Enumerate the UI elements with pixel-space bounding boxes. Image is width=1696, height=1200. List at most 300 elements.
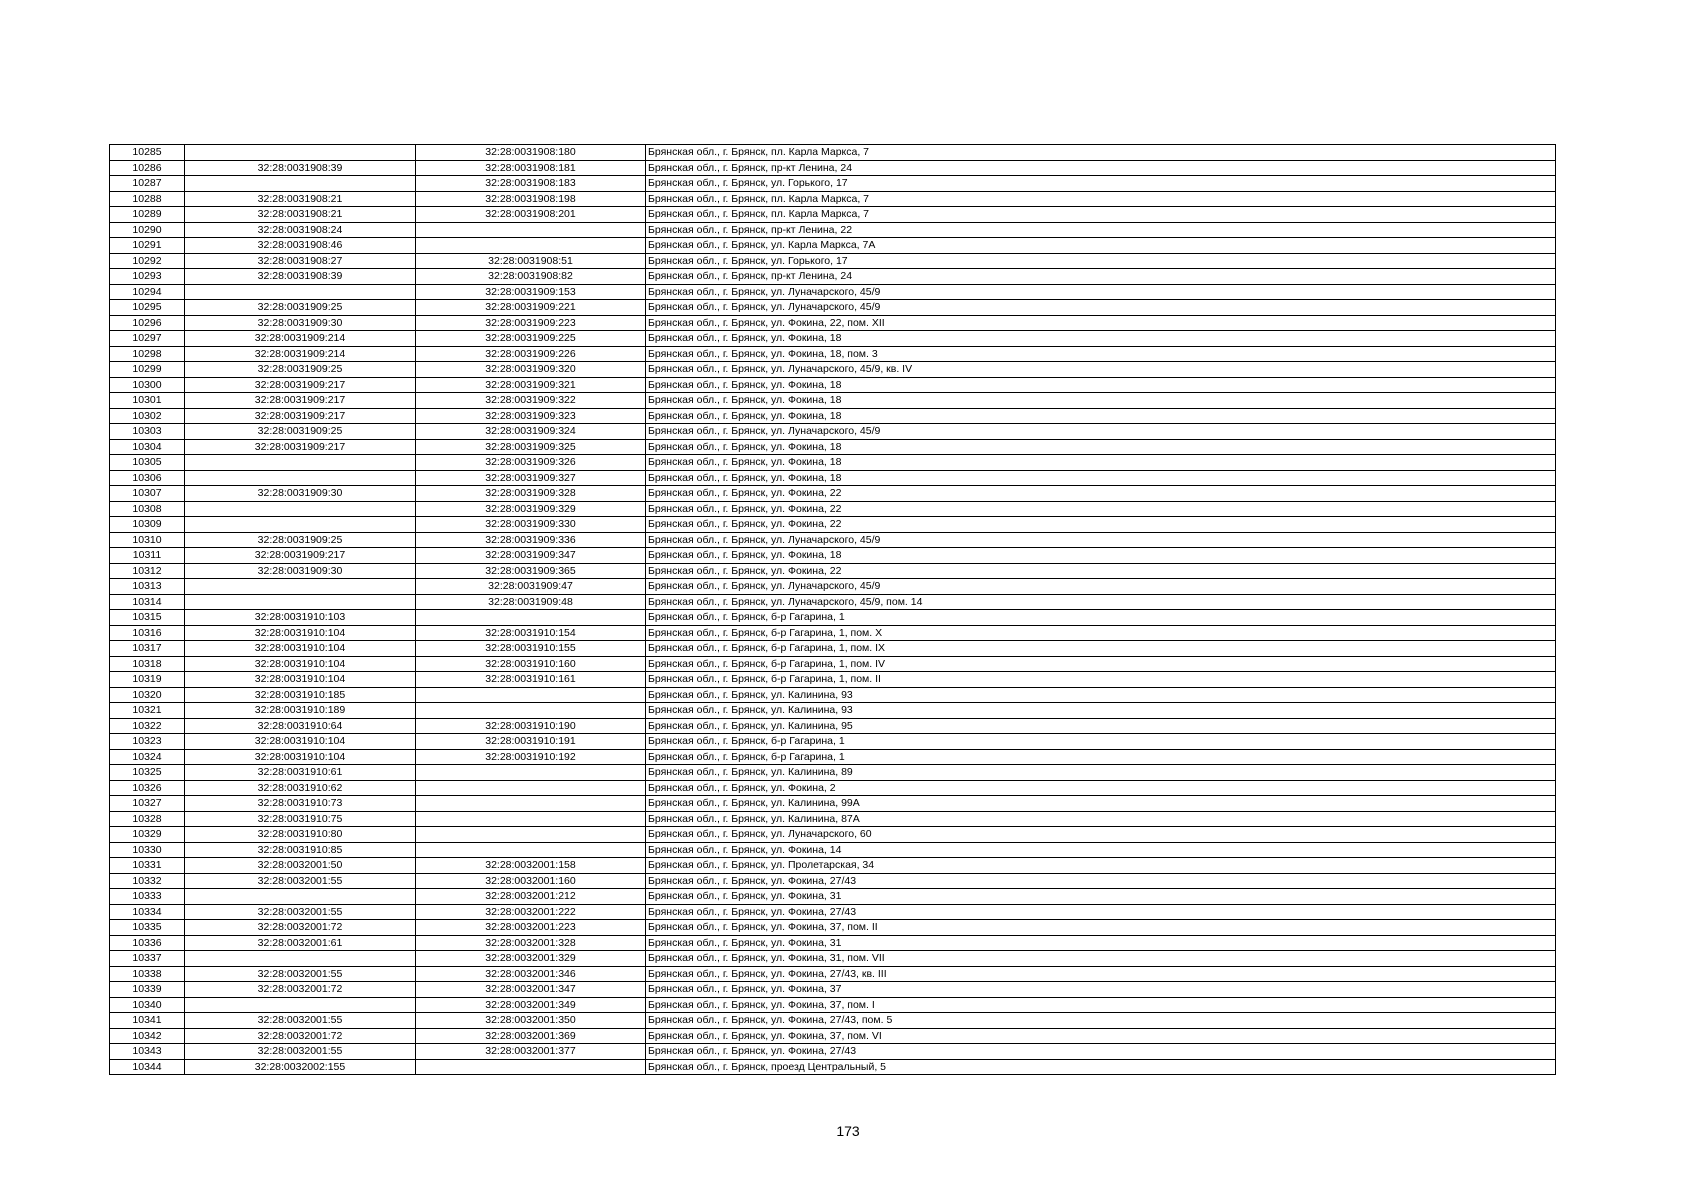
object-number-cell: 32:28:0031909:347 — [416, 548, 646, 564]
address-cell: Брянская обл., г. Брянск, ул. Калинина, 87А — [646, 811, 1556, 827]
row-number-cell: 10327 — [110, 796, 185, 812]
cadastral-number-cell: 32:28:0032001:72 — [185, 1028, 416, 1044]
row-number-cell: 10336 — [110, 935, 185, 951]
cadastral-number-cell — [185, 176, 416, 192]
address-cell: Брянская обл., г. Брянск, ул. Луначарского, 45/9 — [646, 424, 1556, 440]
object-number-cell: 32:28:0031909:321 — [416, 377, 646, 393]
object-number-cell: 32:28:0032001:377 — [416, 1044, 646, 1060]
object-number-cell: 32:28:0031910:155 — [416, 641, 646, 657]
cadastral-number-cell: 32:28:0031908:21 — [185, 207, 416, 223]
cadastral-number-cell: 32:28:0032001:72 — [185, 920, 416, 936]
row-number-cell: 10313 — [110, 579, 185, 595]
object-number-cell: 32:28:0031909:47 — [416, 579, 646, 595]
table-row — [110, 377, 1556, 393]
table-row — [110, 951, 1556, 967]
cadastral-number-cell: 32:28:0031910:104 — [185, 625, 416, 641]
cadastral-number-cell — [185, 284, 416, 300]
table-row — [110, 625, 1556, 641]
object-number-cell: 32:28:0032001:329 — [416, 951, 646, 967]
cadastral-number-cell: 32:28:0031909:25 — [185, 362, 416, 378]
address-cell: Брянская обл., г. Брянск, ул. Фокина, 18 — [646, 408, 1556, 424]
row-number-cell: 10312 — [110, 563, 185, 579]
row-number-cell: 10298 — [110, 346, 185, 362]
address-cell: Брянская обл., г. Брянск, пр-кт Ленина, 24 — [646, 160, 1556, 176]
cadastral-number-cell: 32:28:0032001:55 — [185, 1044, 416, 1060]
row-number-cell: 10299 — [110, 362, 185, 378]
cadastral-number-cell: 32:28:0032001:55 — [185, 904, 416, 920]
address-cell: Брянская обл., г. Брянск, ул. Фокина, 27/43 — [646, 904, 1556, 920]
table-row — [110, 315, 1556, 331]
address-cell: Брянская обл., г. Брянск, пр-кт Ленина, 22 — [646, 222, 1556, 238]
row-number-cell: 10318 — [110, 656, 185, 672]
cadastral-number-cell — [185, 579, 416, 595]
table-row — [110, 935, 1556, 951]
address-cell: Брянская обл., г. Брянск, ул. Фокина, 18 — [646, 455, 1556, 471]
object-number-cell: 32:28:0031909:225 — [416, 331, 646, 347]
row-number-cell: 10304 — [110, 439, 185, 455]
address-cell: Брянская обл., г. Брянск, б-р Гагарина, 1 — [646, 734, 1556, 750]
address-cell: Брянская обл., г. Брянск, ул. Фокина, 27/43, пом. 5 — [646, 1013, 1556, 1029]
table-row — [110, 284, 1556, 300]
row-number-cell: 10323 — [110, 734, 185, 750]
address-cell: Брянская обл., г. Брянск, ул. Фокина, 18 — [646, 548, 1556, 564]
table-row — [110, 982, 1556, 998]
table-row — [110, 300, 1556, 316]
cadastral-number-cell: 32:28:0031910:104 — [185, 749, 416, 765]
address-cell: Брянская обл., г. Брянск, ул. Фокина, 18 — [646, 377, 1556, 393]
object-number-cell — [416, 610, 646, 626]
page-number: 173 — [836, 1123, 860, 1139]
cadastral-number-cell: 32:28:0031908:46 — [185, 238, 416, 254]
address-cell: Брянская обл., г. Брянск, ул. Фокина, 18 — [646, 470, 1556, 486]
cadastral-number-cell — [185, 951, 416, 967]
row-number-cell: 10343 — [110, 1044, 185, 1060]
address-cell: Брянская обл., г. Брянск, ул. Фокина, 31 — [646, 935, 1556, 951]
address-cell: Брянская обл., г. Брянск, пл. Карла Маркса, 7 — [646, 145, 1556, 161]
cadastral-number-cell: 32:28:0031909:30 — [185, 486, 416, 502]
table-row — [110, 796, 1556, 812]
object-number-cell: 32:28:0031910:160 — [416, 656, 646, 672]
address-cell: Брянская обл., г. Брянск, ул. Калинина, 93 — [646, 687, 1556, 703]
table-row — [110, 393, 1556, 409]
object-number-cell — [416, 780, 646, 796]
cadastral-number-cell: 32:28:0031908:21 — [185, 191, 416, 207]
address-cell: Брянская обл., г. Брянск, б-р Гагарина, 1 — [646, 610, 1556, 626]
row-number-cell: 10300 — [110, 377, 185, 393]
cadastral-number-cell: 32:28:0031908:24 — [185, 222, 416, 238]
table-row — [110, 656, 1556, 672]
table-row — [110, 517, 1556, 533]
row-number-cell: 10325 — [110, 765, 185, 781]
row-number-cell: 10285 — [110, 145, 185, 161]
table-row — [110, 765, 1556, 781]
object-number-cell: 32:28:0031910:190 — [416, 718, 646, 734]
table-row — [110, 532, 1556, 548]
address-cell: Брянская обл., г. Брянск, пл. Карла Маркса, 7 — [646, 207, 1556, 223]
row-number-cell: 10316 — [110, 625, 185, 641]
object-number-cell — [416, 765, 646, 781]
row-number-cell: 10296 — [110, 315, 185, 331]
table-row — [110, 346, 1556, 362]
row-number-cell: 10301 — [110, 393, 185, 409]
row-number-cell: 10334 — [110, 904, 185, 920]
address-cell: Брянская обл., г. Брянск, ул. Луначарского, 45/9 — [646, 579, 1556, 595]
table-row — [110, 827, 1556, 843]
cadastral-number-cell: 32:28:0031910:103 — [185, 610, 416, 626]
table-row — [110, 1028, 1556, 1044]
address-cell: Брянская обл., г. Брянск, б-р Гагарина, 1, пом. IX — [646, 641, 1556, 657]
address-cell: Брянская обл., г. Брянск, ул. Фокина, 37, пом. VI — [646, 1028, 1556, 1044]
cadastral-number-cell: 32:28:0032001:72 — [185, 982, 416, 998]
table-row — [110, 238, 1556, 254]
address-cell: Брянская обл., г. Брянск, ул. Фокина, 31 — [646, 889, 1556, 905]
address-cell: Брянская обл., г. Брянск, проезд Центральный, 5 — [646, 1059, 1556, 1075]
cadastral-number-cell: 32:28:0031910:75 — [185, 811, 416, 827]
row-number-cell: 10286 — [110, 160, 185, 176]
table-row — [110, 331, 1556, 347]
table-row — [110, 610, 1556, 626]
object-number-cell: 32:28:0032001:347 — [416, 982, 646, 998]
row-number-cell: 10311 — [110, 548, 185, 564]
row-number-cell: 10340 — [110, 997, 185, 1013]
row-number-cell: 10344 — [110, 1059, 185, 1075]
cadastral-number-cell: 32:28:0031909:25 — [185, 300, 416, 316]
row-number-cell: 10289 — [110, 207, 185, 223]
row-number-cell: 10291 — [110, 238, 185, 254]
table-row — [110, 207, 1556, 223]
cadastral-number-cell — [185, 455, 416, 471]
object-number-cell — [416, 703, 646, 719]
cadastral-number-cell — [185, 594, 416, 610]
table-row — [110, 424, 1556, 440]
object-number-cell: 32:28:0031909:328 — [416, 486, 646, 502]
table-row — [110, 1044, 1556, 1060]
cadastral-number-cell: 32:28:0031909:25 — [185, 532, 416, 548]
object-number-cell: 32:28:0032001:212 — [416, 889, 646, 905]
table-row — [110, 920, 1556, 936]
table-row — [110, 672, 1556, 688]
object-number-cell: 32:28:0032001:346 — [416, 966, 646, 982]
address-cell: Брянская обл., г. Брянск, ул. Калинина, 95 — [646, 718, 1556, 734]
row-number-cell: 10288 — [110, 191, 185, 207]
object-number-cell: 32:28:0031908:181 — [416, 160, 646, 176]
address-cell: Брянская обл., г. Брянск, ул. Карла Маркса, 7А — [646, 238, 1556, 254]
table-row — [110, 780, 1556, 796]
row-number-cell: 10292 — [110, 253, 185, 269]
cadastral-number-cell: 32:28:0031910:62 — [185, 780, 416, 796]
table-row — [110, 842, 1556, 858]
table-row — [110, 269, 1556, 285]
cadastral-number-cell: 32:28:0031910:85 — [185, 842, 416, 858]
address-cell: Брянская обл., г. Брянск, ул. Фокина, 22 — [646, 563, 1556, 579]
table-body — [110, 145, 1556, 1075]
cadastral-number-cell: 32:28:0031909:214 — [185, 331, 416, 347]
object-number-cell: 32:28:0031910:191 — [416, 734, 646, 750]
row-number-cell: 10330 — [110, 842, 185, 858]
cadastral-number-cell: 32:28:0031909:30 — [185, 563, 416, 579]
row-number-cell: 10317 — [110, 641, 185, 657]
table-row — [110, 1059, 1556, 1075]
cadastral-number-cell: 32:28:0031909:217 — [185, 393, 416, 409]
row-number-cell: 10324 — [110, 749, 185, 765]
cadastral-number-cell: 32:28:0031910:61 — [185, 765, 416, 781]
table-row — [110, 703, 1556, 719]
object-number-cell: 32:28:0031909:329 — [416, 501, 646, 517]
address-cell: Брянская обл., г. Брянск, ул. Фокина, 31, пом. VII — [646, 951, 1556, 967]
row-number-cell: 10337 — [110, 951, 185, 967]
cadastral-number-cell — [185, 501, 416, 517]
address-cell: Брянская обл., г. Брянск, ул. Пролетарская, 34 — [646, 858, 1556, 874]
object-number-cell: 32:28:0031908:51 — [416, 253, 646, 269]
object-number-cell: 32:28:0031909:327 — [416, 470, 646, 486]
table-row — [110, 904, 1556, 920]
object-number-cell — [416, 238, 646, 254]
row-number-cell: 10328 — [110, 811, 185, 827]
address-cell: Брянская обл., г. Брянск, ул. Фокина, 37, пом. I — [646, 997, 1556, 1013]
object-number-cell: 32:28:0031909:320 — [416, 362, 646, 378]
object-number-cell: 32:28:0032001:160 — [416, 873, 646, 889]
table-row — [110, 176, 1556, 192]
object-number-cell: 32:28:0031908:183 — [416, 176, 646, 192]
row-number-cell: 10331 — [110, 858, 185, 874]
address-cell: Брянская обл., г. Брянск, ул. Горького, 17 — [646, 253, 1556, 269]
cadastral-number-cell: 32:28:0032001:50 — [185, 858, 416, 874]
table-row — [110, 486, 1556, 502]
cadastral-number-cell: 32:28:0031909:217 — [185, 377, 416, 393]
address-cell: Брянская обл., г. Брянск, ул. Фокина, 18 — [646, 439, 1556, 455]
cadastral-number-cell: 32:28:0031909:217 — [185, 439, 416, 455]
object-number-cell: 32:28:0031910:154 — [416, 625, 646, 641]
cadastral-number-cell: 32:28:0031910:104 — [185, 734, 416, 750]
cadastral-number-cell: 32:28:0031910:104 — [185, 656, 416, 672]
cadastral-number-cell: 32:28:0031910:189 — [185, 703, 416, 719]
object-number-cell: 32:28:0032001:223 — [416, 920, 646, 936]
row-number-cell: 10297 — [110, 331, 185, 347]
address-cell: Брянская обл., г. Брянск, ул. Фокина, 22 — [646, 486, 1556, 502]
row-number-cell: 10310 — [110, 532, 185, 548]
table-row — [110, 253, 1556, 269]
address-cell: Брянская обл., г. Брянск, ул. Луначарского, 60 — [646, 827, 1556, 843]
row-number-cell: 10326 — [110, 780, 185, 796]
address-cell: Брянская обл., г. Брянск, ул. Фокина, 22 — [646, 517, 1556, 533]
address-cell: Брянская обл., г. Брянск, ул. Луначарского, 45/9 — [646, 284, 1556, 300]
table-row — [110, 641, 1556, 657]
cadastral-number-cell: 32:28:0032002:155 — [185, 1059, 416, 1075]
table-row — [110, 563, 1556, 579]
cadastral-number-cell: 32:28:0031910:73 — [185, 796, 416, 812]
address-cell: Брянская обл., г. Брянск, ул. Фокина, 2 — [646, 780, 1556, 796]
object-number-cell — [416, 827, 646, 843]
table-row — [110, 687, 1556, 703]
row-number-cell: 10308 — [110, 501, 185, 517]
address-cell: Брянская обл., г. Брянск, ул. Фокина, 18 — [646, 331, 1556, 347]
object-number-cell: 32:28:0031909:221 — [416, 300, 646, 316]
object-number-cell: 32:28:0031910:192 — [416, 749, 646, 765]
object-number-cell: 32:28:0031908:82 — [416, 269, 646, 285]
address-cell: Брянская обл., г. Брянск, ул. Калинина, 99А — [646, 796, 1556, 812]
table-row — [110, 997, 1556, 1013]
row-number-cell: 10295 — [110, 300, 185, 316]
object-number-cell: 32:28:0031909:330 — [416, 517, 646, 533]
table-row — [110, 579, 1556, 595]
object-number-cell: 32:28:0032001:349 — [416, 997, 646, 1013]
row-number-cell: 10315 — [110, 610, 185, 626]
table-row — [110, 594, 1556, 610]
address-cell: Брянская обл., г. Брянск, ул. Фокина, 18 — [646, 393, 1556, 409]
row-number-cell: 10332 — [110, 873, 185, 889]
address-cell: Брянская обл., г. Брянск, ул. Фокина, 14 — [646, 842, 1556, 858]
object-number-cell — [416, 842, 646, 858]
table-row — [110, 191, 1556, 207]
table-row — [110, 749, 1556, 765]
address-cell: Брянская обл., г. Брянск, б-р Гагарина, 1, пом. II — [646, 672, 1556, 688]
table-row — [110, 811, 1556, 827]
object-number-cell — [416, 796, 646, 812]
cadastral-number-cell: 32:28:0031909:30 — [185, 315, 416, 331]
cadastral-number-cell — [185, 889, 416, 905]
cadastral-number-cell: 32:28:0031910:80 — [185, 827, 416, 843]
object-number-cell: 32:28:0031908:180 — [416, 145, 646, 161]
row-number-cell: 10303 — [110, 424, 185, 440]
row-number-cell: 10294 — [110, 284, 185, 300]
address-cell: Брянская обл., г. Брянск, ул. Фокина, 22 — [646, 501, 1556, 517]
cadastral-number-cell: 32:28:0031908:39 — [185, 269, 416, 285]
row-number-cell: 10342 — [110, 1028, 185, 1044]
table-row — [110, 889, 1556, 905]
object-number-cell: 32:28:0031909:322 — [416, 393, 646, 409]
cadastral-number-cell: 32:28:0032001:55 — [185, 873, 416, 889]
table-row — [110, 734, 1556, 750]
cadastral-number-cell: 32:28:0031910:104 — [185, 672, 416, 688]
cadastral-number-cell: 32:28:0032001:55 — [185, 966, 416, 982]
address-cell: Брянская обл., г. Брянск, пр-кт Ленина, 24 — [646, 269, 1556, 285]
table-row — [110, 718, 1556, 734]
row-number-cell: 10302 — [110, 408, 185, 424]
cadastral-number-cell — [185, 470, 416, 486]
row-number-cell: 10333 — [110, 889, 185, 905]
table-row — [110, 455, 1556, 471]
object-number-cell: 32:28:0032001:369 — [416, 1028, 646, 1044]
address-cell: Брянская обл., г. Брянск, ул. Луначарского, 45/9 — [646, 300, 1556, 316]
address-cell: Брянская обл., г. Брянск, ул. Фокина, 27/43 — [646, 1044, 1556, 1060]
address-cell: Брянская обл., г. Брянск, ул. Фокина, 22, пом. XII — [646, 315, 1556, 331]
row-number-cell: 10322 — [110, 718, 185, 734]
address-cell: Брянская обл., г. Брянск, ул. Фокина, 37 — [646, 982, 1556, 998]
address-cell: Брянская обл., г. Брянск, ул. Фокина, 27/43 — [646, 873, 1556, 889]
row-number-cell: 10287 — [110, 176, 185, 192]
table-row — [110, 873, 1556, 889]
cadastral-number-cell — [185, 145, 416, 161]
row-number-cell: 10305 — [110, 455, 185, 471]
row-number-cell: 10307 — [110, 486, 185, 502]
cadastral-number-cell: 32:28:0031909:25 — [185, 424, 416, 440]
row-number-cell: 10335 — [110, 920, 185, 936]
table-row — [110, 548, 1556, 564]
object-number-cell: 32:28:0032001:158 — [416, 858, 646, 874]
object-number-cell: 32:28:0031909:48 — [416, 594, 646, 610]
object-number-cell: 32:28:0032001:350 — [416, 1013, 646, 1029]
object-number-cell — [416, 811, 646, 827]
address-cell: Брянская обл., г. Брянск, б-р Гагарина, 1 — [646, 749, 1556, 765]
address-cell: Брянская обл., г. Брянск, ул. Луначарского, 45/9, кв. IV — [646, 362, 1556, 378]
address-cell: Брянская обл., г. Брянск, б-р Гагарина, 1, пом. X — [646, 625, 1556, 641]
object-number-cell — [416, 687, 646, 703]
object-number-cell: 32:28:0031909:324 — [416, 424, 646, 440]
object-number-cell: 32:28:0031909:325 — [416, 439, 646, 455]
object-number-cell: 32:28:0031909:223 — [416, 315, 646, 331]
row-number-cell: 10293 — [110, 269, 185, 285]
object-number-cell: 32:28:0031908:198 — [416, 191, 646, 207]
table-row — [110, 362, 1556, 378]
cadastral-number-cell: 32:28:0031909:217 — [185, 548, 416, 564]
cadastral-number-cell: 32:28:0031908:27 — [185, 253, 416, 269]
table-row — [110, 966, 1556, 982]
object-number-cell: 32:28:0031909:153 — [416, 284, 646, 300]
object-number-cell: 32:28:0031909:365 — [416, 563, 646, 579]
cadastral-number-cell: 32:28:0031909:217 — [185, 408, 416, 424]
object-number-cell: 32:28:0031909:323 — [416, 408, 646, 424]
table-row — [110, 439, 1556, 455]
cadastral-table — [109, 144, 1556, 1075]
cadastral-number-cell: 32:28:0031910:64 — [185, 718, 416, 734]
row-number-cell: 10338 — [110, 966, 185, 982]
address-cell: Брянская обл., г. Брянск, пл. Карла Маркса, 7 — [646, 191, 1556, 207]
cadastral-number-cell — [185, 997, 416, 1013]
row-number-cell: 10320 — [110, 687, 185, 703]
cadastral-number-cell: 32:28:0031910:185 — [185, 687, 416, 703]
table-row — [110, 145, 1556, 161]
address-cell: Брянская обл., г. Брянск, ул. Фокина, 27/43, кв. III — [646, 966, 1556, 982]
cadastral-number-cell: 32:28:0031909:214 — [185, 346, 416, 362]
cadastral-number-cell — [185, 517, 416, 533]
row-number-cell: 10319 — [110, 672, 185, 688]
object-number-cell: 32:28:0031910:161 — [416, 672, 646, 688]
object-number-cell: 32:28:0031908:201 — [416, 207, 646, 223]
table-row — [110, 501, 1556, 517]
table-row — [110, 470, 1556, 486]
address-cell: Брянская обл., г. Брянск, ул. Луначарского, 45/9 — [646, 532, 1556, 548]
object-number-cell: 32:28:0031909:336 — [416, 532, 646, 548]
row-number-cell: 10339 — [110, 982, 185, 998]
row-number-cell: 10329 — [110, 827, 185, 843]
row-number-cell: 10306 — [110, 470, 185, 486]
object-number-cell: 32:28:0031909:326 — [416, 455, 646, 471]
cadastral-number-cell: 32:28:0031910:104 — [185, 641, 416, 657]
table-row — [110, 160, 1556, 176]
row-number-cell: 10309 — [110, 517, 185, 533]
object-number-cell: 32:28:0032001:222 — [416, 904, 646, 920]
row-number-cell: 10321 — [110, 703, 185, 719]
address-cell: Брянская обл., г. Брянск, ул. Калинина, 89 — [646, 765, 1556, 781]
object-number-cell: 32:28:0031909:226 — [416, 346, 646, 362]
table-row — [110, 1013, 1556, 1029]
object-number-cell — [416, 222, 646, 238]
cadastral-number-cell: 32:28:0031908:39 — [185, 160, 416, 176]
address-cell: Брянская обл., г. Брянск, ул. Фокина, 37, пом. II — [646, 920, 1556, 936]
row-number-cell: 10290 — [110, 222, 185, 238]
object-number-cell: 32:28:0032001:328 — [416, 935, 646, 951]
object-number-cell — [416, 1059, 646, 1075]
row-number-cell: 10314 — [110, 594, 185, 610]
table-row — [110, 408, 1556, 424]
address-cell: Брянская обл., г. Брянск, ул. Луначарского, 45/9, пом. 14 — [646, 594, 1556, 610]
cadastral-number-cell: 32:28:0032001:55 — [185, 1013, 416, 1029]
cadastral-number-cell: 32:28:0032001:61 — [185, 935, 416, 951]
address-cell: Брянская обл., г. Брянск, ул. Фокина, 18, пом. 3 — [646, 346, 1556, 362]
row-number-cell: 10341 — [110, 1013, 185, 1029]
table-row — [110, 858, 1556, 874]
address-cell: Брянская обл., г. Брянск, ул. Калинина, 93 — [646, 703, 1556, 719]
